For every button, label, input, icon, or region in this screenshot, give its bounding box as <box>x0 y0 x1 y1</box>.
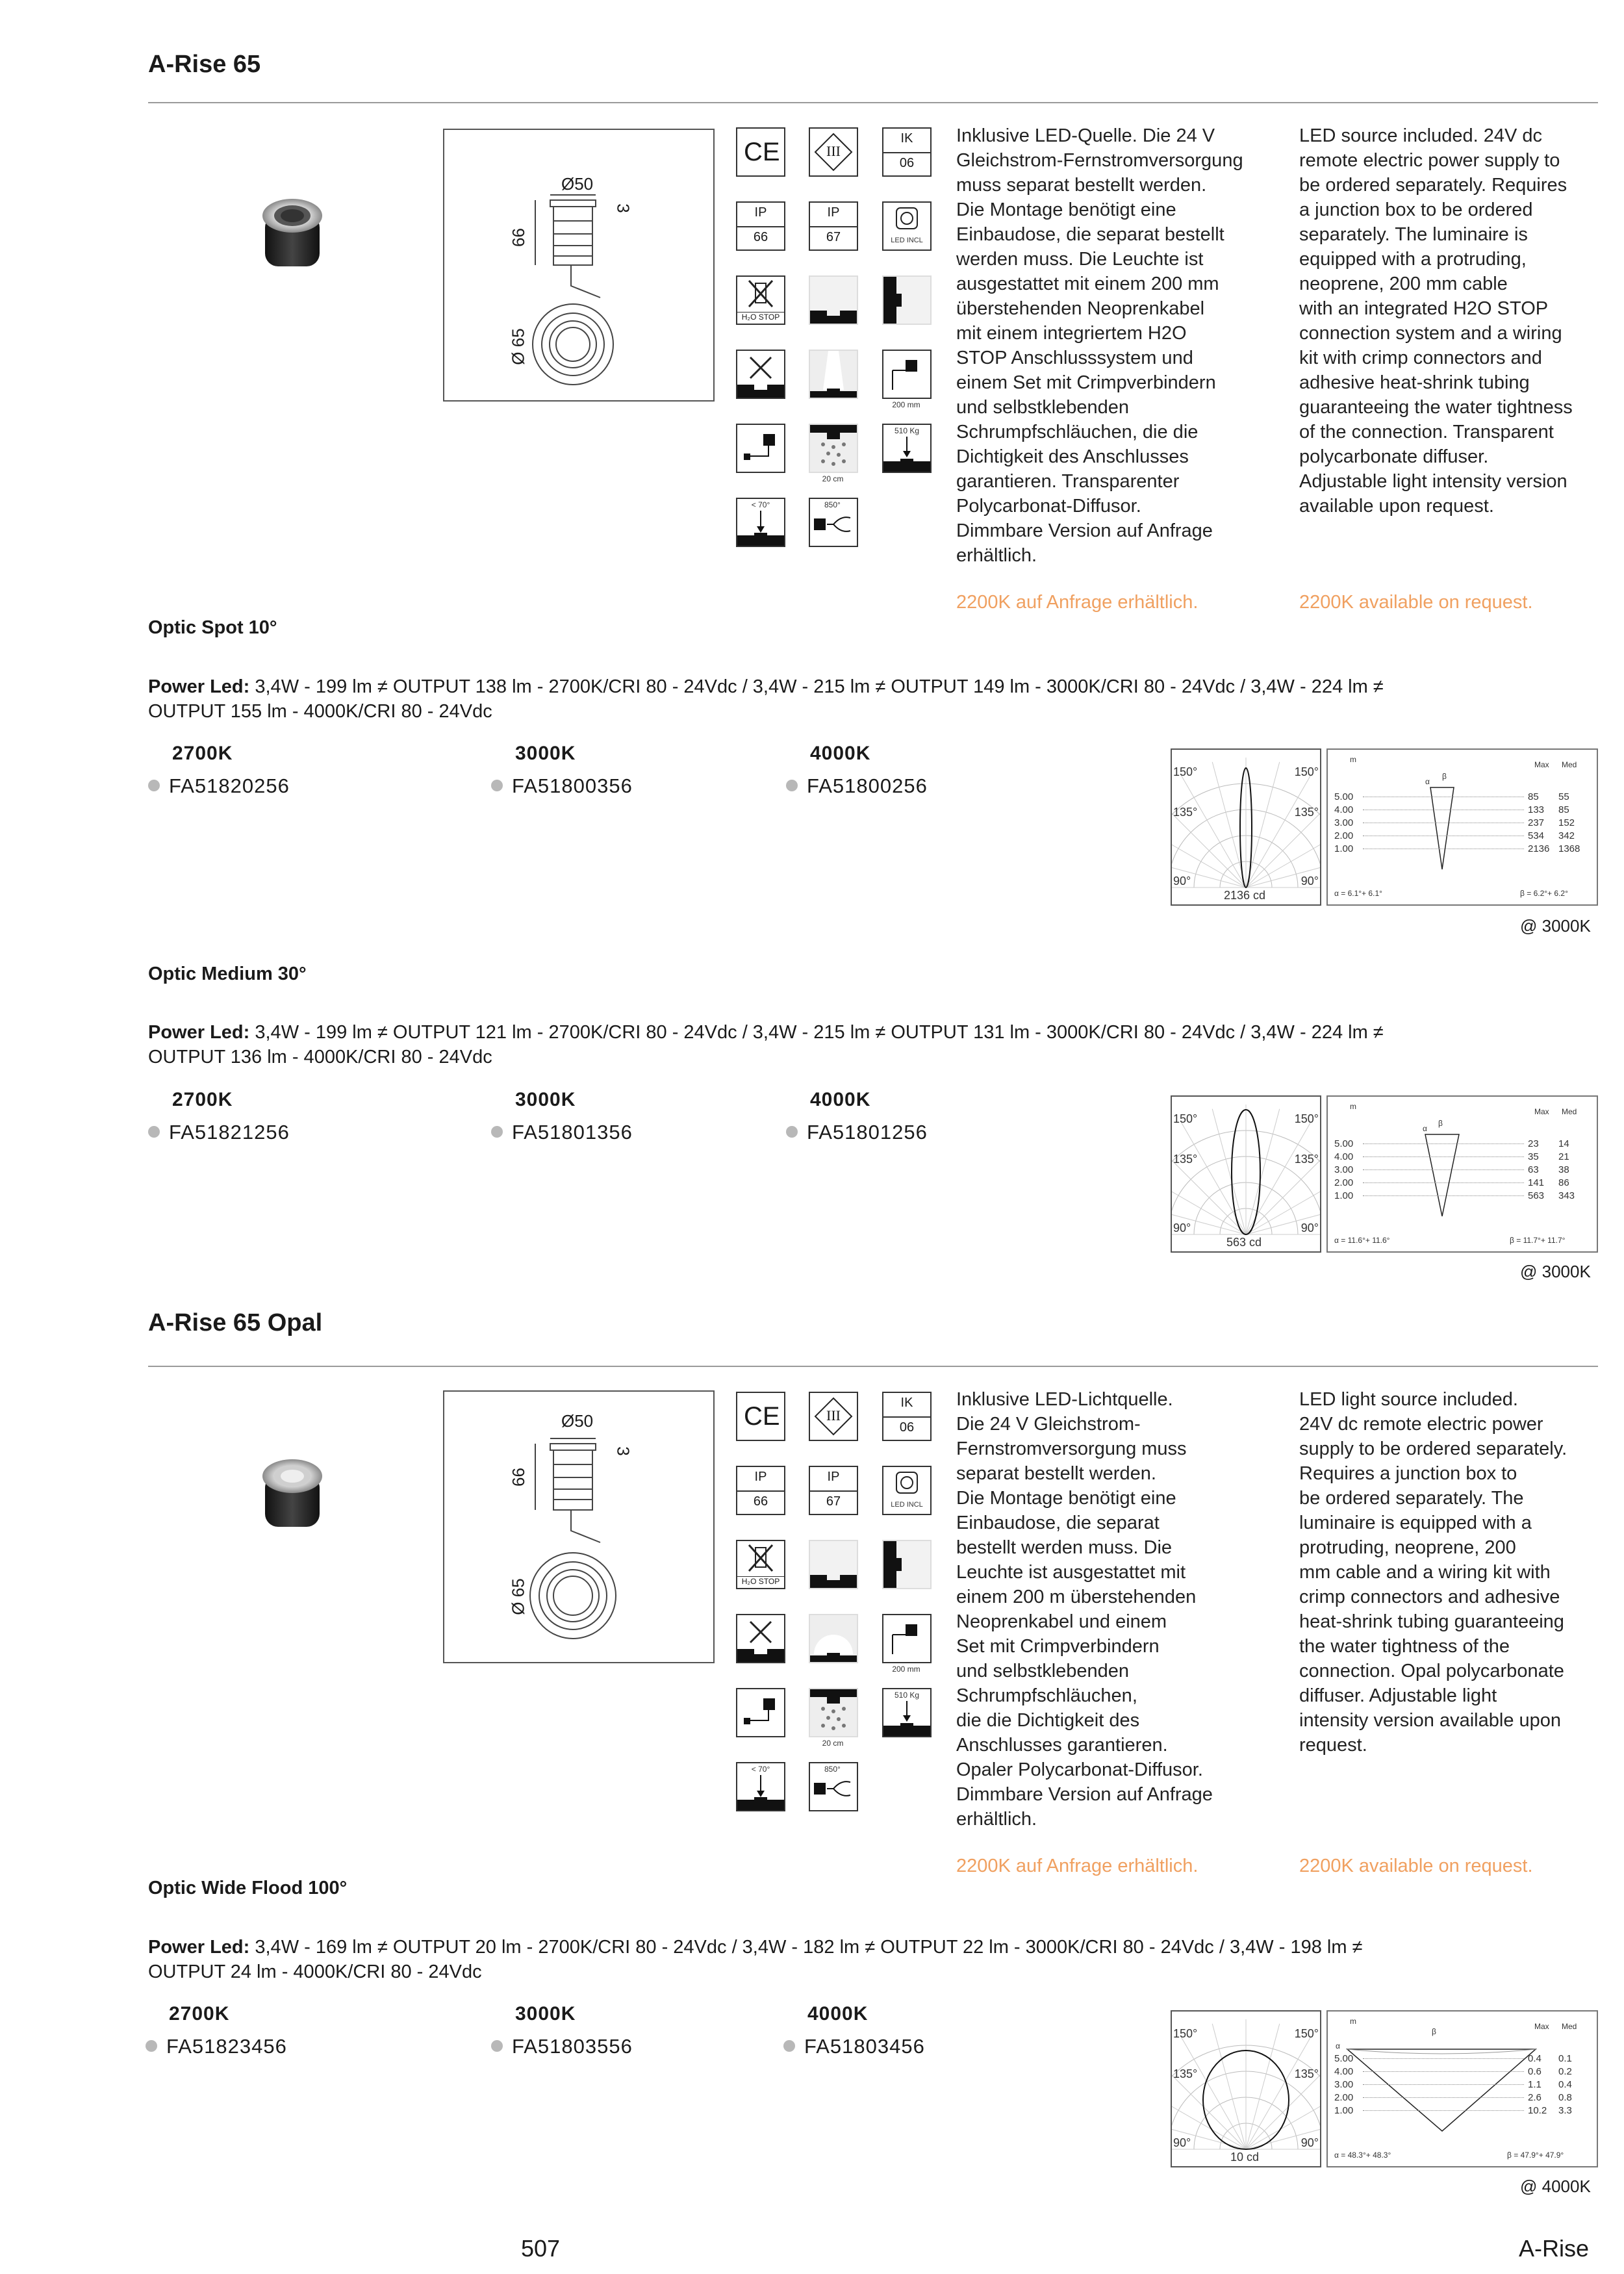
table-cell: 342 <box>1558 830 1575 841</box>
description-line: separately. The luminaire is <box>1299 224 1528 245</box>
dim-diameter-top: Ø50 <box>561 1411 594 1431</box>
table-cell: 1.00 <box>1334 2105 1354 2116</box>
table-cell: 14 <box>1558 1138 1569 1149</box>
description-line: und selbstklebenden <box>956 397 1130 418</box>
code-bullet <box>148 1126 160 1138</box>
leader-dots <box>1363 1143 1524 1144</box>
code-bullet <box>146 2040 157 2052</box>
table-cell: 85 <box>1528 791 1539 802</box>
table-cell: 3.00 <box>1334 1164 1354 1175</box>
description-en <box>1299 123 1611 518</box>
description-line: equipped with a protruding, <box>1299 249 1527 270</box>
cable-length-label: 200 mm <box>892 400 920 409</box>
table-cell: 141 <box>1528 1177 1545 1188</box>
optic-title: Optic Wide Flood 100° <box>148 1878 348 1898</box>
table-cell: 5.00 <box>1334 2053 1354 2064</box>
table-cell: 3.00 <box>1334 817 1354 828</box>
description-line: Neoprenkabel und einem <box>956 1611 1167 1632</box>
table-row <box>1334 1164 1594 1177</box>
description-line: Polycarbonat-Diffusor. <box>956 496 1141 517</box>
description-line: Einbaudose, die separat <box>956 1513 1160 1533</box>
dim-diameter: Ø 65 <box>508 328 528 365</box>
ip66-icon: IP 66 <box>736 201 785 251</box>
description-de <box>956 1387 1281 1832</box>
table-cell: 2.00 <box>1334 830 1354 841</box>
table-cell: 4.00 <box>1334 804 1354 815</box>
table-cell: 85 <box>1558 804 1569 815</box>
gravel-icon <box>809 1688 858 1737</box>
leader-dots <box>1363 2071 1524 2072</box>
description-line: bestellt werden muss. Die <box>956 1537 1173 1558</box>
wall-icon <box>882 1540 932 1589</box>
dim-height: 66 <box>508 1468 528 1487</box>
description-line: die die Dichtigkeit des <box>956 1710 1140 1731</box>
tilt-angle-icon: < 70° <box>736 1762 785 1811</box>
description-line: supply to be ordered separately. <box>1299 1438 1567 1459</box>
description-line: mm cable and a wiring kit with <box>1299 1562 1551 1583</box>
dim-gap: 3 <box>613 1446 633 1456</box>
variant-temp: 4000K <box>810 1089 871 1110</box>
product-code[interactable]: FA51823456 <box>146 2035 287 2058</box>
ip67-icon: IP 67 <box>809 1466 858 1515</box>
tilt-angle-icon: < 70° <box>736 498 785 547</box>
table-cell: 152 <box>1558 817 1575 828</box>
polar-diagram: 150° 150° 135° 135° 90° 90° 10 cd <box>1171 2010 1321 2167</box>
dim-diameter-top: Ø50 <box>561 174 594 194</box>
description-line: protruding, neoprene, 200 <box>1299 1537 1516 1558</box>
description-line: ausgestattet mit einem 200 mm <box>956 274 1219 294</box>
illuminance-table: m Max Med α β 5.00 0.4 0.1 4.00 0.6 0.2 3.00 1.1 0.4 2.00 2.6 0.8 1.00 10.2 3.3 α = 48.3°+ 48.3° β = 47.9°+ 47.9° <box>1326 2010 1598 2167</box>
description-line: 24V dc remote electric power <box>1299 1414 1543 1435</box>
description-line: Set mit Crimpverbindern <box>956 1636 1160 1657</box>
description-line: the water tightness of the <box>1299 1636 1510 1657</box>
illuminance-table: m Max Med α β 5.00 85 55 4.00 133 85 3.00 237 152 2.00 534 342 1.00 2136 1368 α = 6.1°+ 6.1° β = 6.2°+ 6.2° <box>1326 748 1598 906</box>
measured-at: @ 4000K <box>1520 2177 1591 2196</box>
description-line: Die 24 V Gleichstrom- <box>956 1414 1141 1435</box>
wiring-icon <box>736 424 785 473</box>
dimension-drawing <box>443 1390 715 1663</box>
table-cell: 0.8 <box>1558 2092 1572 2103</box>
product-title: A-Rise 65 <box>148 51 261 78</box>
power-led-spec: Power Led: 3,4W - 199 lm ≠ OUTPUT 138 lm - 2700K/CRI 80 - 24Vdc / 3,4W - 215 lm ≠ OUTPUT 149 lm - 3000K/CRI 80 - 24Vdc / 3,4W - 224 lm ≠ OUTPUT 155 lm - 4000K/CRI 80 - 24Vdc <box>148 676 1384 722</box>
table-cell: 0.6 <box>1528 2066 1542 2077</box>
table-row <box>1334 1177 1594 1190</box>
description-line: crimp connectors and adhesive <box>1299 1587 1560 1607</box>
product-title: A-Rise 65 Opal <box>148 1309 323 1336</box>
note-en: 2200K available on request. <box>1299 1856 1533 1876</box>
description-line: available upon request. <box>1299 496 1494 517</box>
description-en <box>1299 1387 1611 1757</box>
description-line: Dichtigkeit des Anschlusses <box>956 446 1189 467</box>
table-row <box>1334 804 1594 817</box>
variant-temp: 3000K <box>515 1089 576 1110</box>
description-line: Schrumpfschläuchen, die die <box>956 422 1199 442</box>
product-code[interactable]: FA51803556 <box>491 2035 633 2058</box>
table-row <box>1334 2092 1594 2105</box>
description-line: Fernstromversorgung muss <box>956 1438 1187 1459</box>
code-bullet <box>786 1126 798 1138</box>
product-code[interactable]: FA51800356 <box>491 774 633 798</box>
table-cell: 343 <box>1558 1190 1575 1201</box>
description-line: und selbstklebenden <box>956 1661 1130 1681</box>
table-cell: 21 <box>1558 1151 1569 1162</box>
description-line: Inklusive LED-Lichtquelle. <box>956 1389 1173 1410</box>
product-code[interactable]: FA51821256 <box>148 1121 290 1144</box>
description-line: kit with crimp connectors and <box>1299 348 1542 368</box>
cable-length-icon <box>882 1614 932 1663</box>
variant-temp: 2700K <box>172 743 233 764</box>
recessed-icon <box>809 275 858 325</box>
product-code[interactable]: FA51801256 <box>786 1121 928 1144</box>
load-icon: 510 Kg <box>882 1688 932 1737</box>
code-bullet <box>491 1126 503 1138</box>
description-line: Leuchte ist ausgestattet mit <box>956 1562 1186 1583</box>
measured-at: @ 3000K <box>1520 1262 1591 1281</box>
table-cell: 534 <box>1528 830 1545 841</box>
product-code[interactable]: FA51820256 <box>148 774 290 798</box>
table-cell: 237 <box>1528 817 1545 828</box>
description-line: a junction box to be ordered <box>1299 199 1533 220</box>
divider <box>148 102 1598 103</box>
leader-dots <box>1363 1182 1524 1183</box>
optic-title: Optic Medium 30° <box>148 964 307 984</box>
measured-at: @ 3000K <box>1520 916 1591 936</box>
class-iii-icon: III <box>809 127 858 177</box>
product-photo <box>253 195 331 273</box>
glow-wire-icon: 850° <box>809 1762 858 1811</box>
table-cell: 23 <box>1528 1138 1539 1149</box>
table-cell: 4.00 <box>1334 1151 1354 1162</box>
description-line: be ordered separately. The <box>1299 1488 1524 1509</box>
table-cell: 3.3 <box>1558 2105 1572 2116</box>
description-line: luminaire is equipped with a <box>1299 1513 1532 1533</box>
code-bullet <box>786 780 798 791</box>
description-line: remote electric power supply to <box>1299 150 1560 171</box>
certification-icons <box>734 1392 942 1820</box>
ce-icon: CE <box>736 127 785 177</box>
description-line: Schrumpfschläuchen, <box>956 1685 1137 1706</box>
table-cell: 3.00 <box>1334 2079 1354 2090</box>
table-cell: 4.00 <box>1334 2066 1354 2077</box>
table-cell: 5.00 <box>1334 1138 1354 1149</box>
description-line: neoprene, 200 mm cable <box>1299 274 1508 294</box>
description-line: Gleichstrom-Fernstromversorgung <box>956 150 1243 171</box>
recessed-icon <box>809 1540 858 1589</box>
ip66-icon: IP 66 <box>736 1466 785 1515</box>
description-line: Die Montage benötigt eine <box>956 199 1176 220</box>
wiring-icon <box>736 1688 785 1737</box>
cable-length-icon <box>882 350 932 399</box>
table-cell: 1.1 <box>1528 2079 1542 2090</box>
power-led-spec: Power Led: 3,4W - 199 lm ≠ OUTPUT 121 lm - 2700K/CRI 80 - 24Vdc / 3,4W - 215 lm ≠ OUTPUT 131 lm - 3000K/CRI 80 - 24Vdc / 3,4W - 224 lm ≠ OUTPUT 136 lm - 4000K/CRI 80 - 24Vdc <box>148 1022 1384 1067</box>
polar-diagram: 150° 150° 135° 135° 90° 90° 563 cd <box>1171 1095 1321 1253</box>
note-de: 2200K auf Anfrage erhältlich. <box>956 592 1199 613</box>
description-line: adhesive heat-shrink tubing <box>1299 372 1530 393</box>
beam-icon <box>809 350 858 399</box>
table-cell: 2.00 <box>1334 2092 1354 2103</box>
description-line: überstehenden Neoprenkabel <box>956 298 1205 319</box>
description-line: Dimmbare Version auf Anfrage <box>956 520 1213 541</box>
description-line: garantieren. Transparenter <box>956 471 1180 492</box>
variant-temp: 2700K <box>169 2003 230 2025</box>
dim-gap: 3 <box>613 203 633 213</box>
table-cell: 2136 <box>1528 843 1550 854</box>
variant-temp: 4000K <box>810 743 871 764</box>
description-line: mit einem integriertem H2O <box>956 323 1187 344</box>
description-line: connection system and a wiring <box>1299 323 1562 344</box>
code-bullet <box>783 2040 795 2052</box>
description-line: Einbaudose, die separat bestellt <box>956 224 1224 245</box>
description-line: guaranteeing the water tightness <box>1299 397 1573 418</box>
certification-icons <box>734 127 942 556</box>
description-line: muss separat bestellt werden. <box>956 175 1207 196</box>
table-cell: 10.2 <box>1528 2105 1547 2116</box>
table-cell: 1368 <box>1558 843 1580 854</box>
variant-temp: 4000K <box>807 2003 869 2025</box>
no-flush-icon <box>736 350 785 399</box>
description-line: diffuser. Adjustable light <box>1299 1685 1497 1706</box>
dim-diameter: Ø 65 <box>508 1578 528 1615</box>
code-bullet <box>491 2040 503 2052</box>
note-de: 2200K auf Anfrage erhältlich. <box>956 1856 1199 1876</box>
description-line: Opaler Polycarbonat-Diffusor. <box>956 1759 1203 1780</box>
ik-icon: IK 06 <box>882 1392 932 1441</box>
glow-wire-icon: 850° <box>809 498 858 547</box>
gravel-icon <box>809 424 858 473</box>
product-code[interactable]: FA51800256 <box>786 774 928 798</box>
description-line: Dimmbare Version auf Anfrage <box>956 1784 1213 1805</box>
table-cell: 5.00 <box>1334 791 1354 802</box>
description-line: STOP Anschlusssystem und <box>956 348 1193 368</box>
leader-dots <box>1363 2058 1524 2059</box>
variant-temp: 3000K <box>515 743 576 764</box>
table-cell: 0.4 <box>1558 2079 1572 2090</box>
code-bullet <box>148 780 160 791</box>
illuminance-table: m Max Med α β 5.00 23 14 4.00 35 21 3.00 63 38 2.00 141 86 1.00 563 343 α = 11.6°+ 11.6° β = 11.7°+ 11.7° <box>1326 1095 1598 1253</box>
depth-label: 20 cm <box>822 1739 844 1748</box>
leader-dots <box>1363 1169 1524 1170</box>
table-row <box>1334 1190 1594 1203</box>
description-line: Inklusive LED-Quelle. Die 24 V <box>956 125 1215 146</box>
description-line: intensity version available upon <box>1299 1710 1562 1731</box>
description-line: be ordered separately. Requires <box>1299 175 1567 196</box>
ip67-icon: IP 67 <box>809 201 858 251</box>
table-cell: 1.00 <box>1334 1190 1354 1201</box>
description-de <box>956 123 1281 568</box>
table-row <box>1334 830 1594 843</box>
description-line: connection. Opal polycarbonate <box>1299 1661 1564 1681</box>
ik-icon: IK 06 <box>882 127 932 177</box>
description-line: Anschlusses garantieren. <box>956 1735 1168 1756</box>
table-row <box>1334 2105 1594 2118</box>
description-line: heat-shrink tubing guaranteeing <box>1299 1611 1564 1632</box>
description-line: separat bestellt werden. <box>956 1463 1156 1484</box>
page-number: 507 <box>521 2235 561 2262</box>
product-code[interactable]: FA51803456 <box>783 2035 925 2058</box>
description-line: of the connection. Transparent <box>1299 422 1554 442</box>
table-row <box>1334 1138 1594 1151</box>
description-line: Die Montage benötigt eine <box>956 1488 1176 1509</box>
product-photo <box>253 1455 331 1533</box>
description-line: Requires a junction box to <box>1299 1463 1517 1484</box>
divider <box>148 1366 1598 1367</box>
description-line: Adjustable light intensity version <box>1299 471 1567 492</box>
table-cell: 1.00 <box>1334 843 1354 854</box>
table-row <box>1334 2053 1594 2066</box>
variant-temp: 3000K <box>515 2003 576 2025</box>
leader-dots <box>1363 1195 1524 1196</box>
ce-icon: CE <box>736 1392 785 1441</box>
table-row <box>1334 2066 1594 2079</box>
optic-title: Optic Spot 10° <box>148 617 277 638</box>
table-cell: 0.1 <box>1558 2053 1572 2064</box>
table-cell: 2.00 <box>1334 1177 1354 1188</box>
h2o-stop-icon: H₂O STOP <box>736 1540 785 1589</box>
cable-length-label: 200 mm <box>892 1665 920 1674</box>
leader-dots <box>1363 1156 1524 1157</box>
code-bullet <box>491 780 503 791</box>
leader-dots <box>1363 2110 1524 2111</box>
polar-diagram: 150° 150° 135° 135° 90° 90° 2136 cd <box>1171 748 1321 906</box>
footer-series: A-Rise <box>1519 2235 1590 2262</box>
note-en: 2200K available on request. <box>1299 592 1533 613</box>
h2o-stop-icon: H₂O STOP <box>736 275 785 325</box>
beam-icon <box>809 1614 858 1663</box>
description-line: einem Set mit Crimpverbindern <box>956 372 1216 393</box>
table-cell: 63 <box>1528 1164 1539 1175</box>
class-iii-icon: III <box>809 1392 858 1441</box>
no-flush-icon <box>736 1614 785 1663</box>
depth-label: 20 cm <box>822 474 844 483</box>
leader-dots <box>1363 2084 1524 2085</box>
description-line: polycarbonate diffuser. <box>1299 446 1489 467</box>
power-led-spec: Power Led: 3,4W - 169 lm ≠ OUTPUT 20 lm - 2700K/CRI 80 - 24Vdc / 3,4W - 182 lm ≠ OUTPUT 22 lm - 3000K/CRI 80 - 24Vdc / 3,4W - 198 lm ≠ OUTPUT 24 lm - 4000K/CRI 80 - 24Vdc <box>148 1937 1363 1982</box>
description-line: einem 200 m überstehenden <box>956 1587 1197 1607</box>
product-code[interactable]: FA51801356 <box>491 1121 633 1144</box>
dim-height: 66 <box>508 228 528 247</box>
table-cell: 133 <box>1528 804 1545 815</box>
load-icon: 510 Kg <box>882 424 932 473</box>
table-row <box>1334 843 1594 856</box>
description-line: request. <box>1299 1735 1367 1756</box>
description-line: erhältlich. <box>956 1809 1037 1830</box>
wall-icon <box>882 275 932 325</box>
table-row <box>1334 817 1594 830</box>
variant-temp: 2700K <box>172 1089 233 1110</box>
description-line: with an integrated H2O STOP <box>1299 298 1549 319</box>
led-included-icon: LED INCL <box>882 201 932 251</box>
table-row <box>1334 1151 1594 1164</box>
table-cell: 86 <box>1558 1177 1569 1188</box>
table-cell: 38 <box>1558 1164 1569 1175</box>
table-cell: 35 <box>1528 1151 1539 1162</box>
description-line: LED light source included. <box>1299 1389 1518 1410</box>
table-row <box>1334 2079 1594 2092</box>
table-cell: 55 <box>1558 791 1569 802</box>
description-line: werden muss. Die Leuchte ist <box>956 249 1204 270</box>
table-cell: 563 <box>1528 1190 1545 1201</box>
description-line: erhältlich. <box>956 545 1037 566</box>
led-included-icon: LED INCL <box>882 1466 932 1515</box>
table-cell: 2.6 <box>1528 2092 1542 2103</box>
leader-dots <box>1363 2097 1524 2098</box>
table-cell: 0.2 <box>1558 2066 1572 2077</box>
dimension-drawing <box>443 129 715 402</box>
table-row <box>1334 791 1594 804</box>
description-line: LED source included. 24V dc <box>1299 125 1542 146</box>
table-cell: 0.4 <box>1528 2053 1542 2064</box>
